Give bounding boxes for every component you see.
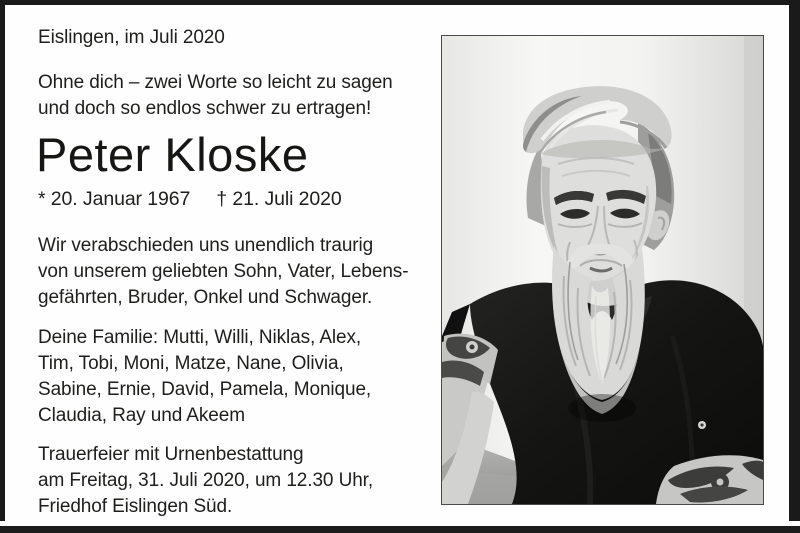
life-dates bbox=[38, 186, 342, 212]
epigraph-line: und doch so endlos schwer zu ertragen! bbox=[38, 98, 372, 119]
service-paragraph bbox=[38, 442, 373, 520]
death-date: † 21. Juli 2020 bbox=[216, 188, 342, 210]
birth-date: * 20. Januar 1967 bbox=[38, 188, 191, 210]
service-line: am Freitag, 31. Juli 2020, um 12.30 Uhr, bbox=[38, 470, 374, 491]
farewell-paragraph bbox=[38, 233, 408, 311]
portrait-photo bbox=[441, 35, 764, 505]
farewell-line: gefährten, Bruder, Onkel und Schwager. bbox=[38, 287, 373, 308]
service-line: Trauerfeier mit Urnenbestattung bbox=[38, 444, 304, 465]
farewell-line: von unserem geliebten Sohn, Vater, Lebens- bbox=[38, 261, 409, 282]
frame-border-right bbox=[789, 0, 800, 521]
family-line: Tim, Tobi, Moni, Matze, Nane, Olivia, bbox=[38, 353, 344, 374]
frame-border-left bbox=[0, 0, 5, 521]
epigraph-line: Ohne dich – zwei Worte so leicht zu sagen bbox=[38, 72, 393, 93]
family-paragraph bbox=[38, 325, 371, 429]
service-line: Friedhof Eislingen Süd. bbox=[38, 496, 233, 517]
family-line: Deine Familie: Mutti, Willi, Niklas, Alex, bbox=[38, 327, 362, 348]
frame-border-bottom bbox=[0, 526, 800, 533]
frame-border-top bbox=[0, 0, 800, 5]
dateline: Eislingen, im Juli 2020 bbox=[38, 27, 225, 48]
epigraph bbox=[38, 70, 393, 122]
farewell-line: Wir verabschieden uns unendlich traurig bbox=[38, 235, 374, 256]
deceased-name: Peter Kloske bbox=[36, 128, 309, 181]
portrait-photo-illustration bbox=[442, 36, 763, 504]
family-line: Claudia, Ray und Akeem bbox=[38, 405, 245, 426]
family-line: Sabine, Ernie, David, Pamela, Monique, bbox=[38, 379, 372, 400]
